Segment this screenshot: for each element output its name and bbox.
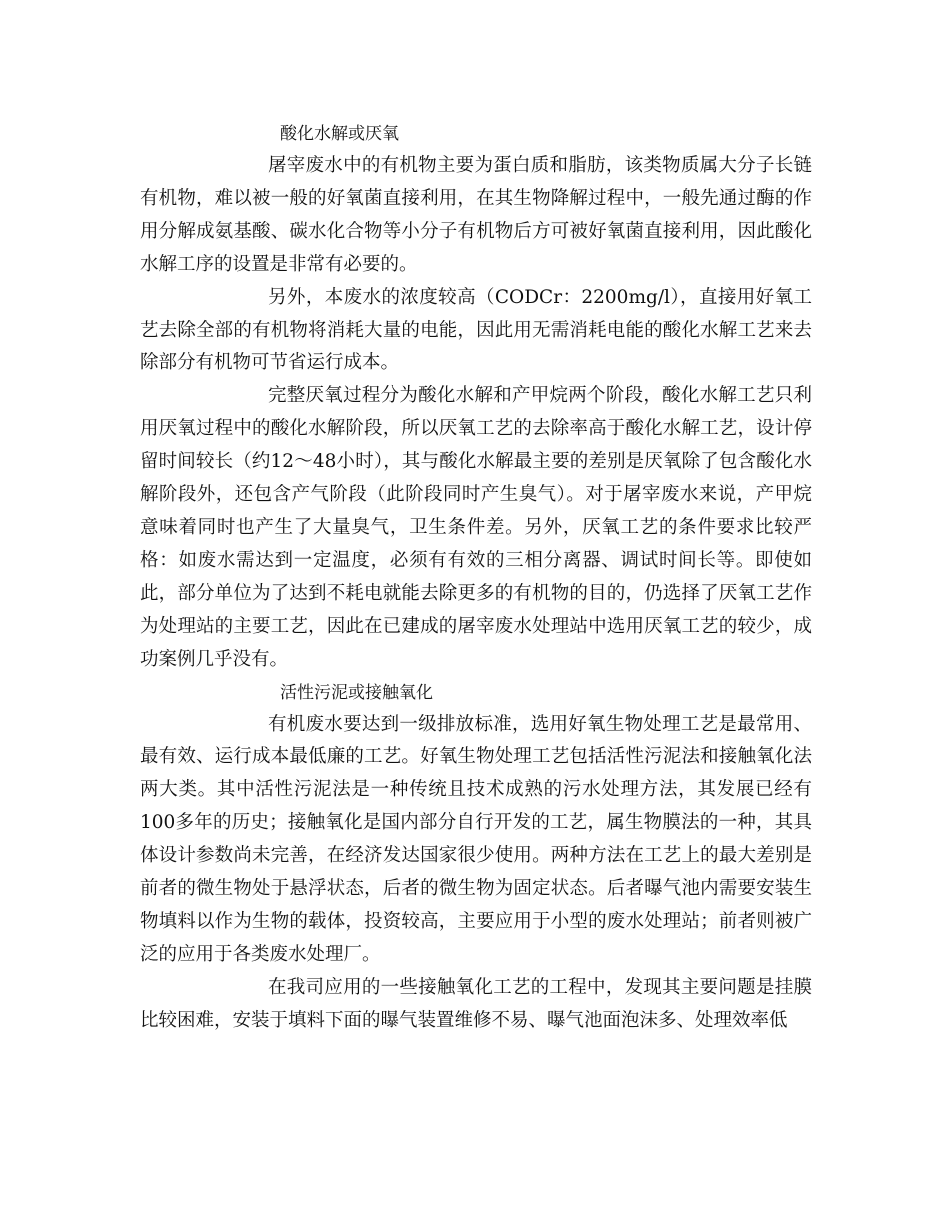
paragraph-aerobic-treatment: 有机废水要达到一级排放标准，选用好氧生物处理工艺是最常用、最有效、运行成本最低廉的工艺。好氧生物处理工艺包括活性污泥法和接触氧化法两大类。其中活性污泥法是一种传统且技术成熟的污水处理方法，其发展已经有100多年的历史；接触氧化是国内部分自行开发的工艺，属生物膜法的一种，其具体设计参数尚未完善，在经济发达国家很少使用。两种方法在工艺上的最大差别是前者的微生物处于悬浮状态，后者的微生物为固定状态。后者曝气池内需要安装生物填料以作为生物的载体，投资较高，主要应用于小型的废水处理站；前者则被广泛的应用于各类废水处理厂。	[140, 713, 812, 965]
paragraph-organic-matter: 屠宰废水中的有机物主要为蛋白质和脂肪，该类物质属大分子长链有机物，难以被一般的好氧菌直接利用，在其生物降解过程中，一般先通过酶的作用分解成氨基酸、碳水化合物等小分子有机物后方可被好氧菌直接利用，因此酸化水解工序的设置是非常有必要的。	[140, 155, 812, 275]
document-body	[140, 118, 812, 1038]
paragraph-anaerobic-process: 完整厌氧过程分为酸化水解和产甲烷两个阶段，酸化水解工艺只利用厌氧过程中的酸化水解阶段，所以厌氧工艺的去除率高于酸化水解工艺，设计停留时间较长（约12～48小时），其与酸化水解最主要的差别是厌氧除了包含酸化水解阶段外，还包含产气阶段（此阶段同时产生臭气）。对于屠宰废水来说，产甲烷意味着同时也产生了大量臭气，卫生条件差。另外，厌氧工艺的条件要求比较严格：如废水需达到一定温度，必须有有效的三相分离器、调试时间长等。即使如此，部分单位为了达到不耗电就能去除更多的有机物的目的，仍选择了厌氧工艺作为处理站的主要工艺，因此在已建成的屠宰废水处理站中选用厌氧工艺的较少，成功案例几乎没有。	[140, 385, 812, 670]
section-heading-activated-sludge: 活性污泥或接触氧化	[280, 682, 433, 703]
section-heading-acidification: 酸化水解或厌氧	[280, 124, 399, 144]
paragraph-contact-oxidation-issues: 在我司应用的一些接触氧化工艺的工程中，发现其主要问题是挂膜比较困难，安装于填料下面的曝气装置维修不易、曝气池面泡沫多、处理效率低	[140, 976, 812, 1031]
paragraph-high-concentration: 另外，本废水的浓度较高（CODCr：2200mg/l），直接用好氧工艺去除全部的有机物将消耗大量的电能，因此用无需消耗电能的酸化水解工艺来去除部分有机物可节省运行成本。	[140, 286, 812, 374]
